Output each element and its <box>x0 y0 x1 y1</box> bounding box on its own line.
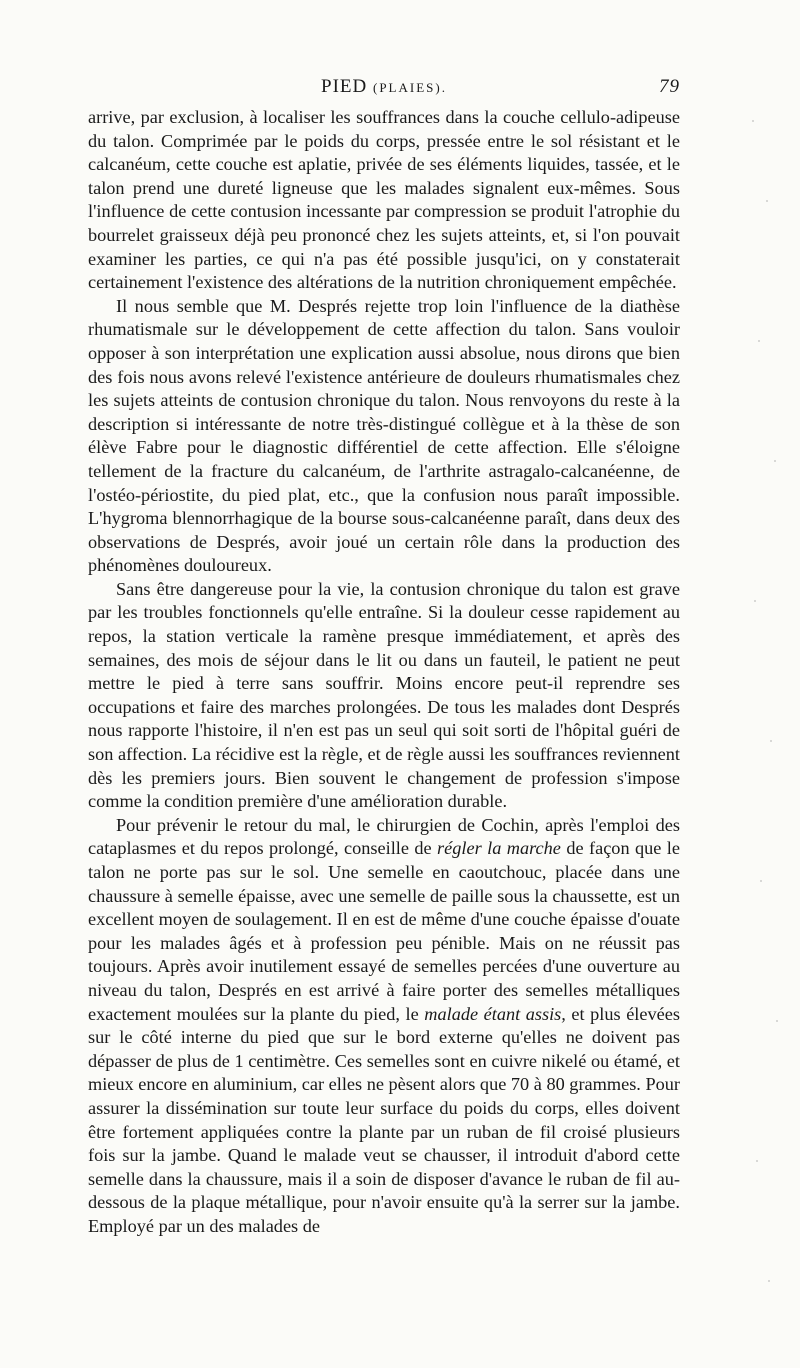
running-title <box>88 76 680 98</box>
page-edge-speckle <box>746 80 786 1330</box>
paragraph-1: arrive, par exclusion, à localiser les souffrances dans la couche cellulo-adipeuse du talon. Comprimée par le poids du corps, pressée entre le sol résistant et le calcanéum, cette couche est aplatie, privée de ses éléments liquides, tassée, et le talon prend une dureté ligneuse que les malades signalent eux-mêmes. Sous l'influence de cette contusion incessante par compression se produit l'atrophie du bourrelet graisseux déjà peu prononcé chez les sujets atteints, et, si l'on pouvait examiner les parties, ce qui n'a pas été possible jusqu'ici, on y constaterait certainement l'existence des altérations de la nutrition chroniquement empêchée. <box>88 107 680 293</box>
paragraph-4 <box>88 814 680 1239</box>
running-head <box>88 76 680 106</box>
running-title-main: PIED <box>321 76 368 97</box>
paragraph-4-part-3: et plus élevées sur le côté interne du pied que sur le bord externe qu'elles ne doivent pas dépasser de plus de 1 centimètre. Ces semelles sont en cuivre nikelé ou étamé, et mieux encore en aluminium, car elles ne pèsent alors que 70 à 80 grammes. Pour assurer la dissémination sur toute leur surface du poids du corps, elles doivent être fortement appliquées contre la plante par un ruban de fil croisé plusieurs fois sur la jambe. Quand le malade veut se chausser, il introduit d'abord cette semelle dans la chaussure, mais il a soin de disposer d'avance le ruban de fil au-dessous de la plaque métallique, pour n'avoir ensuite qu'à la serrer sur la jambe. Employé par un des malades de <box>88 1003 680 1236</box>
paragraph-4-part-1: Pour prévenir le retour du mal, le chirurgien de Cochin, après l'emploi des cataplasmes et du repos prolongé, conseille de <box>88 814 680 859</box>
paragraph-4-part-2: de façon que le talon ne porte pas sur le sol. Une semelle en caoutchouc, placée dans une chaussure à semelle épaisse, avec une semelle de paille sous la chaussette, est un excellent moyen de soulagement. Il en est de même d'une couche épaisse d'ouate pour les malades âgés et à profession peu pénible. Mais on ne réussit pas toujours. Après avoir inutilement essayé de semelles percées d'une ouverture au niveau du talon, Després en est arrivé à faire porter des semelles métalliques exactement moulées sur la plante du pied, le <box>88 838 680 1024</box>
paragraph-4-emphasis-2: malade étant assis, <box>424 1003 566 1024</box>
body-text <box>88 106 680 1239</box>
running-title-sub: (PLAIES). <box>373 80 447 95</box>
paragraph-3: Sans être dangereuse pour la vie, la contusion chronique du talon est grave par les troubles fonctionnels qu'elle entraîne. Si la douleur cesse rapidement au repos, la station verticale la ramène presque immédiatement, et après des semaines, des mois de séjour dans le lit ou dans un fauteil, le patient ne peut mettre le pied à terre sans souffrir. Moins encore peut-il reprendre ses occupations et faire des marches prolongées. De tous les malades dont Després nous rapporte l'histoire, il n'en est pas un seul qui soit sorti de l'hôpital guéri de son affection. La récidive est la règle, et de règle aussi les souffrances reviennent dès les premiers jours. Bien souvent le changement de profession s'impose comme la condition première d'une amélioration durable. <box>88 578 680 812</box>
book-page <box>88 76 680 1239</box>
paragraph-4-emphasis-1: régler la marche <box>437 838 561 859</box>
page-number: 79 <box>659 76 680 97</box>
paragraph-2: Il nous semble que M. Després rejette trop loin l'influence de la diathèse rhumatismale sur le développement de cette affection du talon. Sans vouloir opposer à son interprétation une explication aussi absolue, nous dirons que bien des fois nous avons relevé l'existence antérieure de douleurs rhumatismales chez les sujets atteints de contusion chronique du talon. Nous renvoyons du reste à la description si intéressante de notre très-distingué collègue et à la thèse de son élève Fabre pour le diagnostic différentiel de cette affection. Elle s'éloigne tellement de la fracture du calcanéum, de l'arthrite astragalo-calcanéenne, de l'ostéo-périostite, du pied plat, etc., que la confusion nous paraît impossible. L'hygroma blennorrhagique de la bourse sous-calcanéenne paraît, dans deux des observations de Després, avoir joué un certain rôle dans la production des phénomènes douloureux. <box>88 295 680 576</box>
